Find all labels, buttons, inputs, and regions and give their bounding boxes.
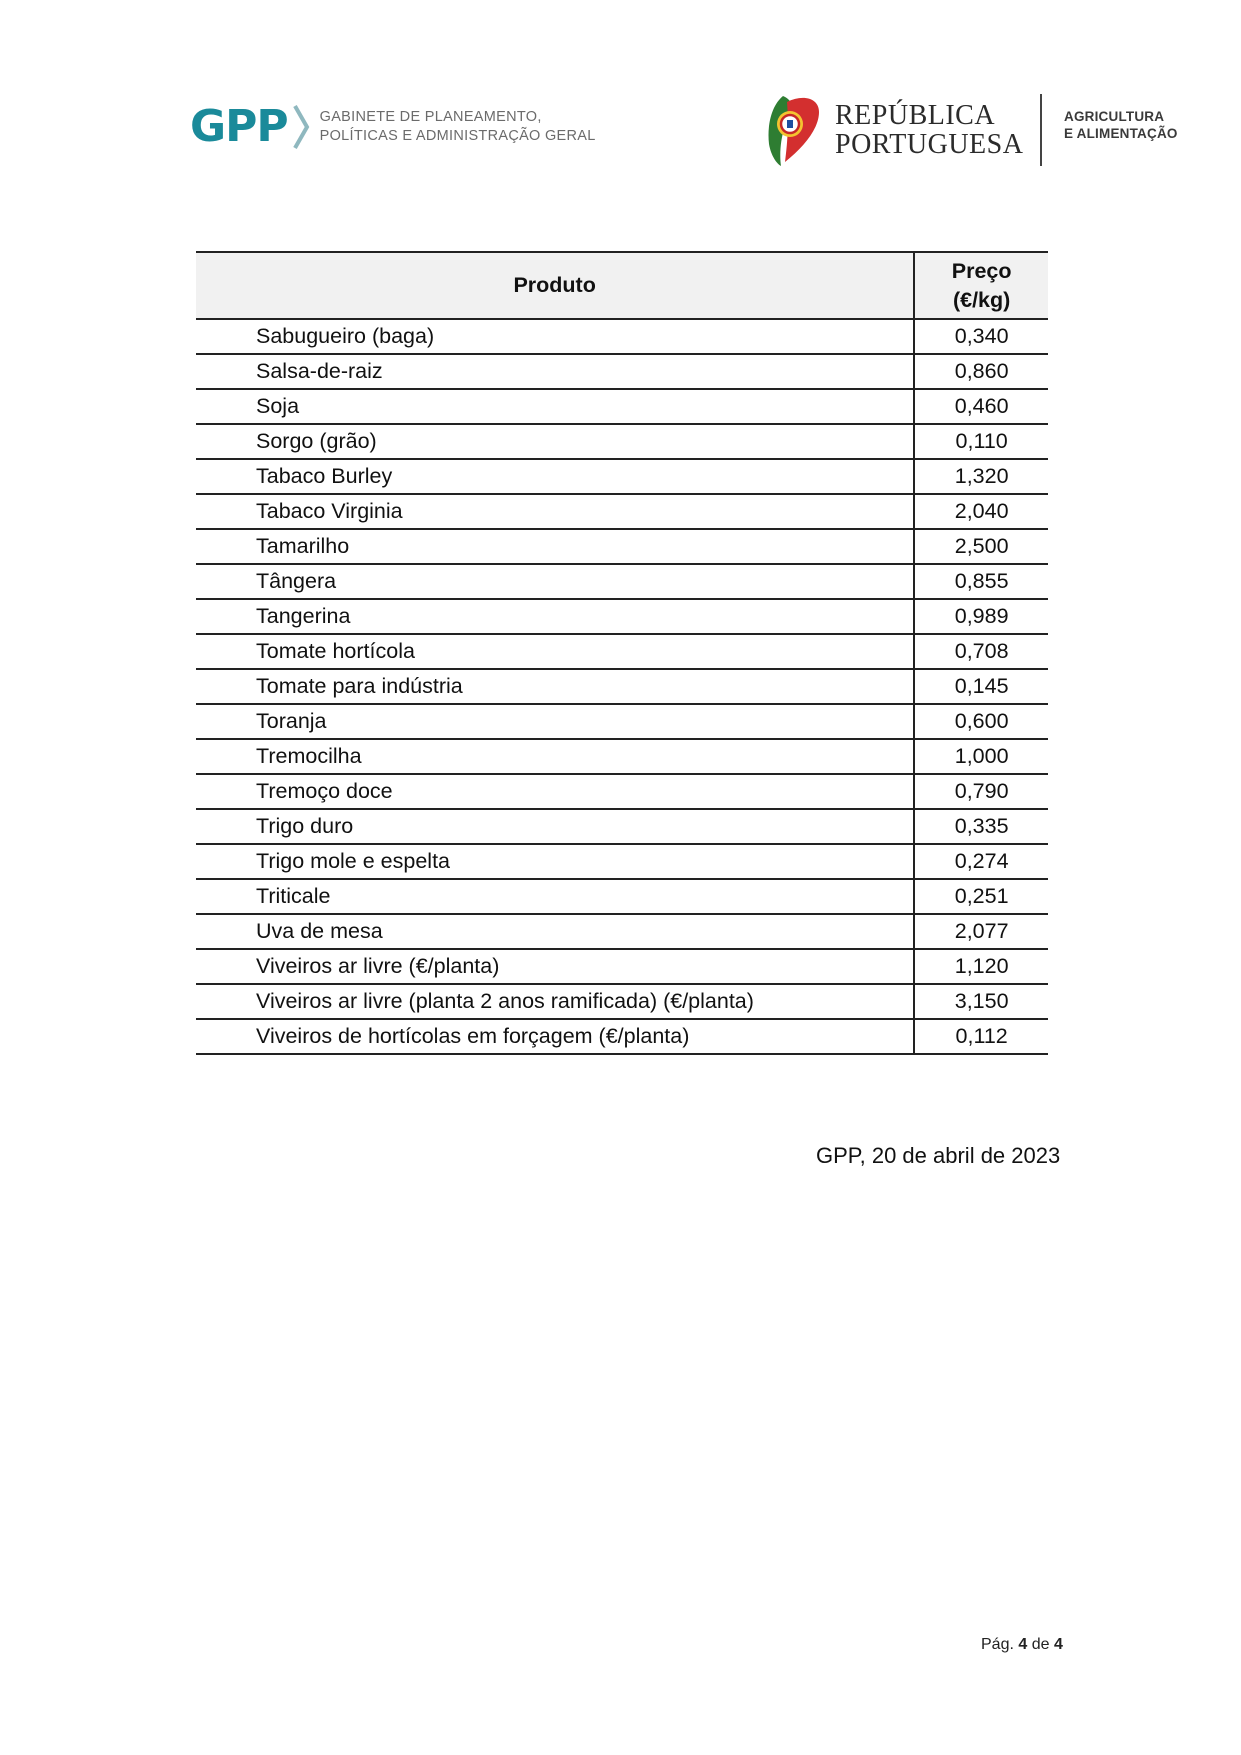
- table-header-row: [196, 252, 1048, 319]
- price-cell: 1,120: [914, 949, 1048, 984]
- product-cell: Sabugueiro (baga): [196, 319, 914, 354]
- product-cell: Soja: [196, 389, 914, 424]
- price-cell: 0,145: [914, 669, 1048, 704]
- gpp-logo-mark: GPP: [190, 101, 288, 152]
- signature-date: GPP, 20 de abril de 2023: [816, 1143, 1061, 1168]
- rp-line2: PORTUGUESA: [835, 129, 1024, 160]
- price-cell: 2,040: [914, 494, 1048, 529]
- price-cell: 0,460: [914, 389, 1048, 424]
- product-cell: Tângera: [196, 564, 914, 599]
- table-row: [196, 389, 1048, 424]
- republica-portuguesa-logo: [763, 92, 1023, 168]
- ministry-name: [1064, 108, 1178, 142]
- page-current: 4: [1018, 1636, 1028, 1653]
- gpp-logo-line2: POLÍTICAS E ADMINISTRAÇÃO GERAL: [319, 128, 596, 144]
- gpp-chevron-icon: [292, 104, 310, 150]
- gpp-logo-line1: GABINETE DE PLANEAMENTO,: [319, 109, 542, 125]
- product-cell: Viveiros de hortícolas em forçagem (€/planta): [196, 1019, 914, 1054]
- table-body: [196, 319, 1048, 1054]
- price-cell: 0,340: [914, 319, 1048, 354]
- table-row: [196, 424, 1048, 459]
- product-cell: Salsa-de-raiz: [196, 354, 914, 389]
- price-cell: 3,150: [914, 984, 1048, 1019]
- page-of: de: [1031, 1636, 1050, 1653]
- product-cell: Sorgo (grão): [196, 424, 914, 459]
- gpp-logo-text: [320, 108, 596, 146]
- portuguese-emblem-icon: [763, 92, 821, 168]
- product-cell: Trigo duro: [196, 809, 914, 844]
- table-row: [196, 774, 1048, 809]
- price-cell: 0,112: [914, 1019, 1048, 1054]
- table-row: [196, 739, 1048, 774]
- price-cell: 0,274: [914, 844, 1048, 879]
- product-cell: Toranja: [196, 704, 914, 739]
- ministry-line1: AGRICULTURA: [1064, 109, 1165, 124]
- table-row: [196, 704, 1048, 739]
- price-cell: 0,855: [914, 564, 1048, 599]
- table-row: [196, 459, 1048, 494]
- table-row: [196, 634, 1048, 669]
- product-cell: Tangerina: [196, 599, 914, 634]
- ministry-line2: E ALIMENTAÇÃO: [1064, 126, 1178, 141]
- price-cell: 1,000: [914, 739, 1048, 774]
- table-row: [196, 984, 1048, 1019]
- product-cell: Triticale: [196, 879, 914, 914]
- price-cell: 0,251: [914, 879, 1048, 914]
- product-cell: Uva de mesa: [196, 914, 914, 949]
- table-row: [196, 494, 1048, 529]
- page-number: [981, 1636, 1063, 1654]
- header-product: Produto: [196, 252, 914, 319]
- page-prefix: Pág.: [981, 1636, 1014, 1653]
- product-cell: Tabaco Virginia: [196, 494, 914, 529]
- price-table: [196, 251, 1048, 1055]
- table-row: [196, 879, 1048, 914]
- product-cell: Viveiros ar livre (€/planta): [196, 949, 914, 984]
- price-cell: 0,600: [914, 704, 1048, 739]
- price-cell: 2,500: [914, 529, 1048, 564]
- table-row: [196, 354, 1048, 389]
- header-divider: [1040, 94, 1042, 166]
- price-cell: 1,320: [914, 459, 1048, 494]
- product-cell: Trigo mole e espelta: [196, 844, 914, 879]
- header-price-line1: Preço: [951, 258, 1012, 283]
- table-row: [196, 949, 1048, 984]
- table-row: [196, 564, 1048, 599]
- price-cell: 0,790: [914, 774, 1048, 809]
- table-row: [196, 844, 1048, 879]
- product-cell: Tremocilha: [196, 739, 914, 774]
- rp-line1: REPÚBLICA: [835, 100, 996, 131]
- price-cell: 0,708: [914, 634, 1048, 669]
- product-cell: Tremoço doce: [196, 774, 914, 809]
- republica-portuguesa-name: [835, 101, 1023, 159]
- table-row: [196, 529, 1048, 564]
- price-cell: 0,335: [914, 809, 1048, 844]
- product-cell: Tomate hortícola: [196, 634, 914, 669]
- table-row: [196, 914, 1048, 949]
- gpp-logo: [190, 98, 596, 156]
- table-row: [196, 599, 1048, 634]
- table-row: [196, 319, 1048, 354]
- page-total: 4: [1053, 1636, 1063, 1653]
- table-row: [196, 669, 1048, 704]
- product-cell: Viveiros ar livre (planta 2 anos ramificada) (€/planta): [196, 984, 914, 1019]
- product-cell: Tamarilho: [196, 529, 914, 564]
- product-cell: Tabaco Burley: [196, 459, 914, 494]
- header-price-line2: (€/kg): [952, 287, 1011, 312]
- price-cell: 2,077: [914, 914, 1048, 949]
- price-cell: 0,860: [914, 354, 1048, 389]
- price-cell: 0,110: [914, 424, 1048, 459]
- table-row: [196, 1019, 1048, 1054]
- product-cell: Tomate para indústria: [196, 669, 914, 704]
- table-row: [196, 809, 1048, 844]
- header-price: [914, 252, 1048, 319]
- price-cell: 0,989: [914, 599, 1048, 634]
